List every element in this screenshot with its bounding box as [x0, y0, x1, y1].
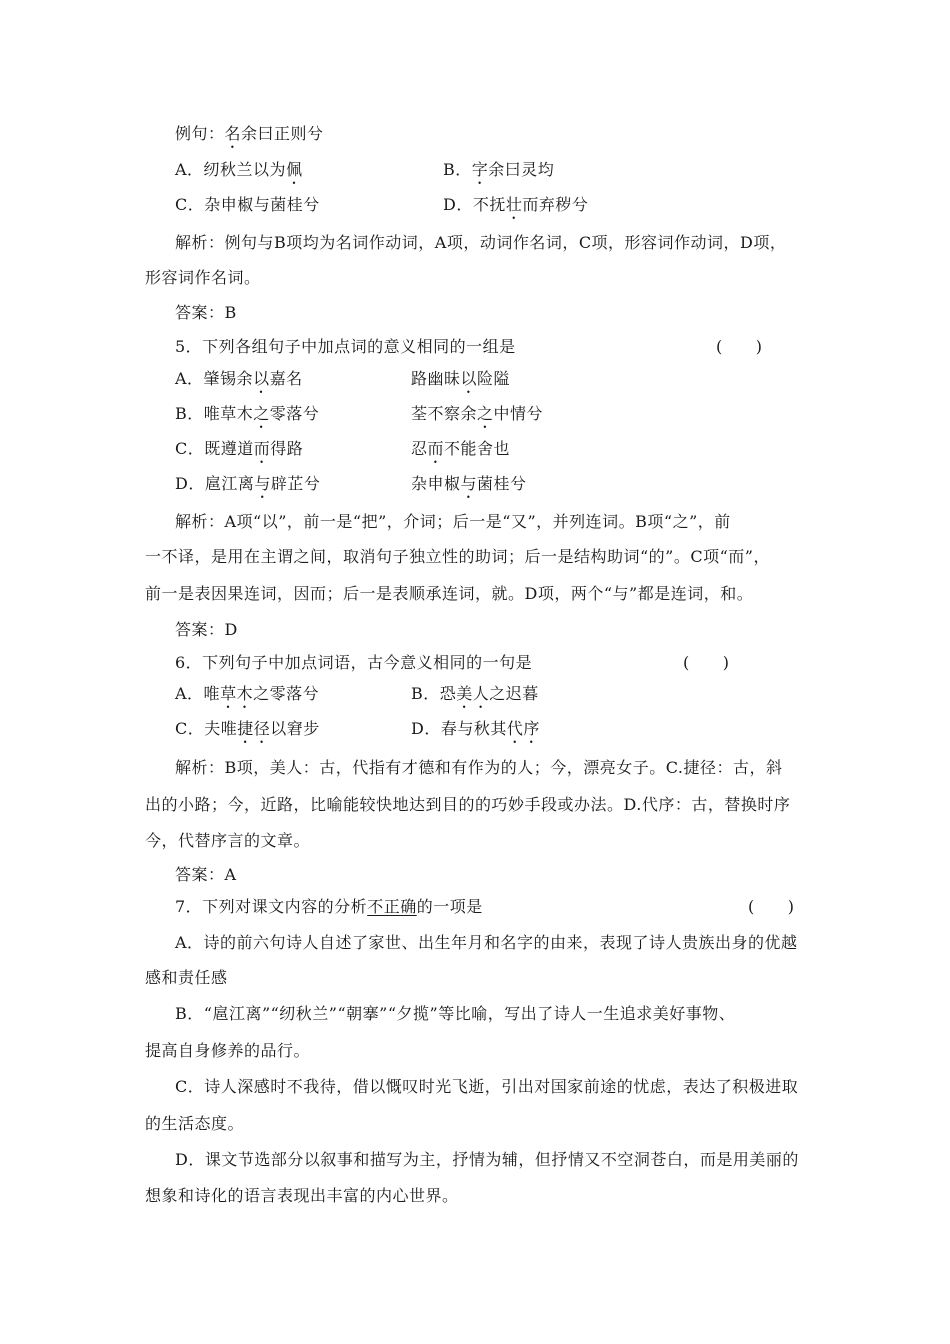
q4-option-a: A．纫秋兰以为佩	[175, 160, 303, 179]
q5-row-c-left: C．既遵道而得路	[175, 439, 304, 458]
emphasis-word: 名	[224, 124, 242, 143]
emphasis-word: 佩	[286, 160, 303, 179]
q6-option-d: D．春与秋其代序	[411, 719, 540, 738]
emphasis-word: 与	[254, 474, 271, 493]
q5-stem: 5．下列各组句子中加点词的意义相同的一组是	[175, 337, 516, 356]
q7-answer-paren: ( )	[748, 897, 795, 916]
emphasis-word: 壮	[505, 195, 523, 214]
q5-row-b-left: B．唯草木之零落兮	[175, 404, 320, 423]
q6-option-b: B．恐美人之迟暮	[411, 684, 539, 703]
q7-option-a-line-2: 感和责任感	[145, 968, 228, 987]
emphasis-word: 字	[471, 160, 489, 179]
emphasis-word: 草木	[220, 684, 254, 703]
emphasis-word: 美人	[456, 684, 490, 703]
underlined-word: 不正确	[367, 897, 417, 916]
q7-option-b-line-1: B．“扈江离”“纫秋兰”“朝搴”“夕揽”等比喻，写出了诗人一生追求美好事物、	[175, 1004, 736, 1023]
emphasis-word: 之	[477, 404, 494, 423]
q7-option-b-line-2: 提高自身修养的品行。	[145, 1041, 311, 1060]
q6-analysis-line-2: 出的小路；今，近路，比喻能较快地达到目的的巧妙手段或办法。D.代序：古，替换时序	[145, 795, 791, 814]
emphasis-word: 与	[460, 474, 478, 493]
q7-stem: 7．下列对课文内容的分析不正确的一项是	[175, 897, 483, 916]
q4-answer: 答案：B	[175, 303, 237, 322]
q5-row-c-right: 忍而不能舍也	[411, 439, 511, 458]
q5-row-d-right: 杂申椒与菌桂兮	[411, 474, 527, 493]
q5-row-b-right: 荃不察余之中情兮	[411, 404, 544, 423]
q5-answer-paren: ( )	[716, 337, 763, 356]
q4-option-b: B．字余曰灵均	[443, 160, 555, 179]
q5-row-a-left: A．肇锡余以嘉名	[175, 369, 303, 388]
q4-analysis-line-1: 解析：例句与B项均为名词作动词，A项，动词作名词，C项，形容词作动词，D项，	[175, 233, 787, 252]
q5-analysis-line-2: 一不译，是用在主谓之间，取消句子独立性的助词；后一是结构助词“的”。C项“而”，	[145, 547, 770, 566]
q7-option-d-line-2: 想象和诗化的语言表现出丰富的内心世界。	[145, 1186, 459, 1205]
q7-option-c-line-1: C．诗人深感时不我待，借以慨叹时光飞逝，引出对国家前途的忧虑，表达了积极进取	[175, 1077, 799, 1096]
q4-option-c: C．杂申椒与菌桂兮	[175, 195, 320, 214]
q4-analysis-line-2: 形容词作名词。	[145, 268, 261, 287]
q7-option-a-line-1: A．诗的前六句诗人自述了家世、出生年月和名字的由来，表现了诗人贵族出身的优越	[175, 933, 798, 952]
emphasis-word: 代序	[506, 719, 540, 738]
emphasis-word: 以	[460, 369, 478, 388]
q6-option-c: C．夫唯捷径以窘步	[175, 719, 320, 738]
q5-row-d-left: D．扈江离与辟芷兮	[175, 474, 321, 493]
emphasis-word: 以	[253, 369, 270, 388]
q5-analysis-line-1: 解析：A项“以”，前一是“把”，介词；后一是“又”，并列连词。B项“之”，前	[175, 512, 731, 531]
emphasis-word: 之	[253, 404, 270, 423]
q5-row-a-right: 路幽昧以险隘	[411, 369, 511, 388]
q7-option-c-line-2: 的生活态度。	[145, 1114, 245, 1133]
q4-option-d: D．不抚壮而弃秽兮	[443, 195, 589, 214]
q6-analysis-line-3: 今，代替序言的文章。	[145, 831, 311, 850]
q5-analysis-line-3: 前一是表因果连词，因而；后一是表顺承连词，就。D项，两个“与”都是连词，和。	[145, 584, 754, 603]
emphasis-word: 捷径	[237, 719, 271, 738]
emphasis-word: 而	[253, 439, 271, 458]
q6-option-a: A．唯草木之零落兮	[175, 684, 320, 703]
q6-stem: 6．下列句子中加点词语，古今意义相同的一句是	[175, 653, 533, 672]
q7-option-d-line-1: D．课文节选部分以叙事和描写为主，抒情为辅，但抒情又不空洞苍白，而是用美丽的	[175, 1150, 799, 1169]
emphasis-word: 而	[427, 439, 445, 458]
q6-analysis-line-1: 解析：B项，美人：古，代指有才德和有作为的人；今，漂亮女子。C.捷径：古，斜	[175, 758, 783, 777]
q4-example: 例句：名余曰正则兮	[175, 124, 324, 143]
q5-answer: 答案：D	[175, 620, 238, 639]
q6-answer-paren: ( )	[683, 653, 730, 672]
q6-answer: 答案：A	[175, 865, 237, 884]
